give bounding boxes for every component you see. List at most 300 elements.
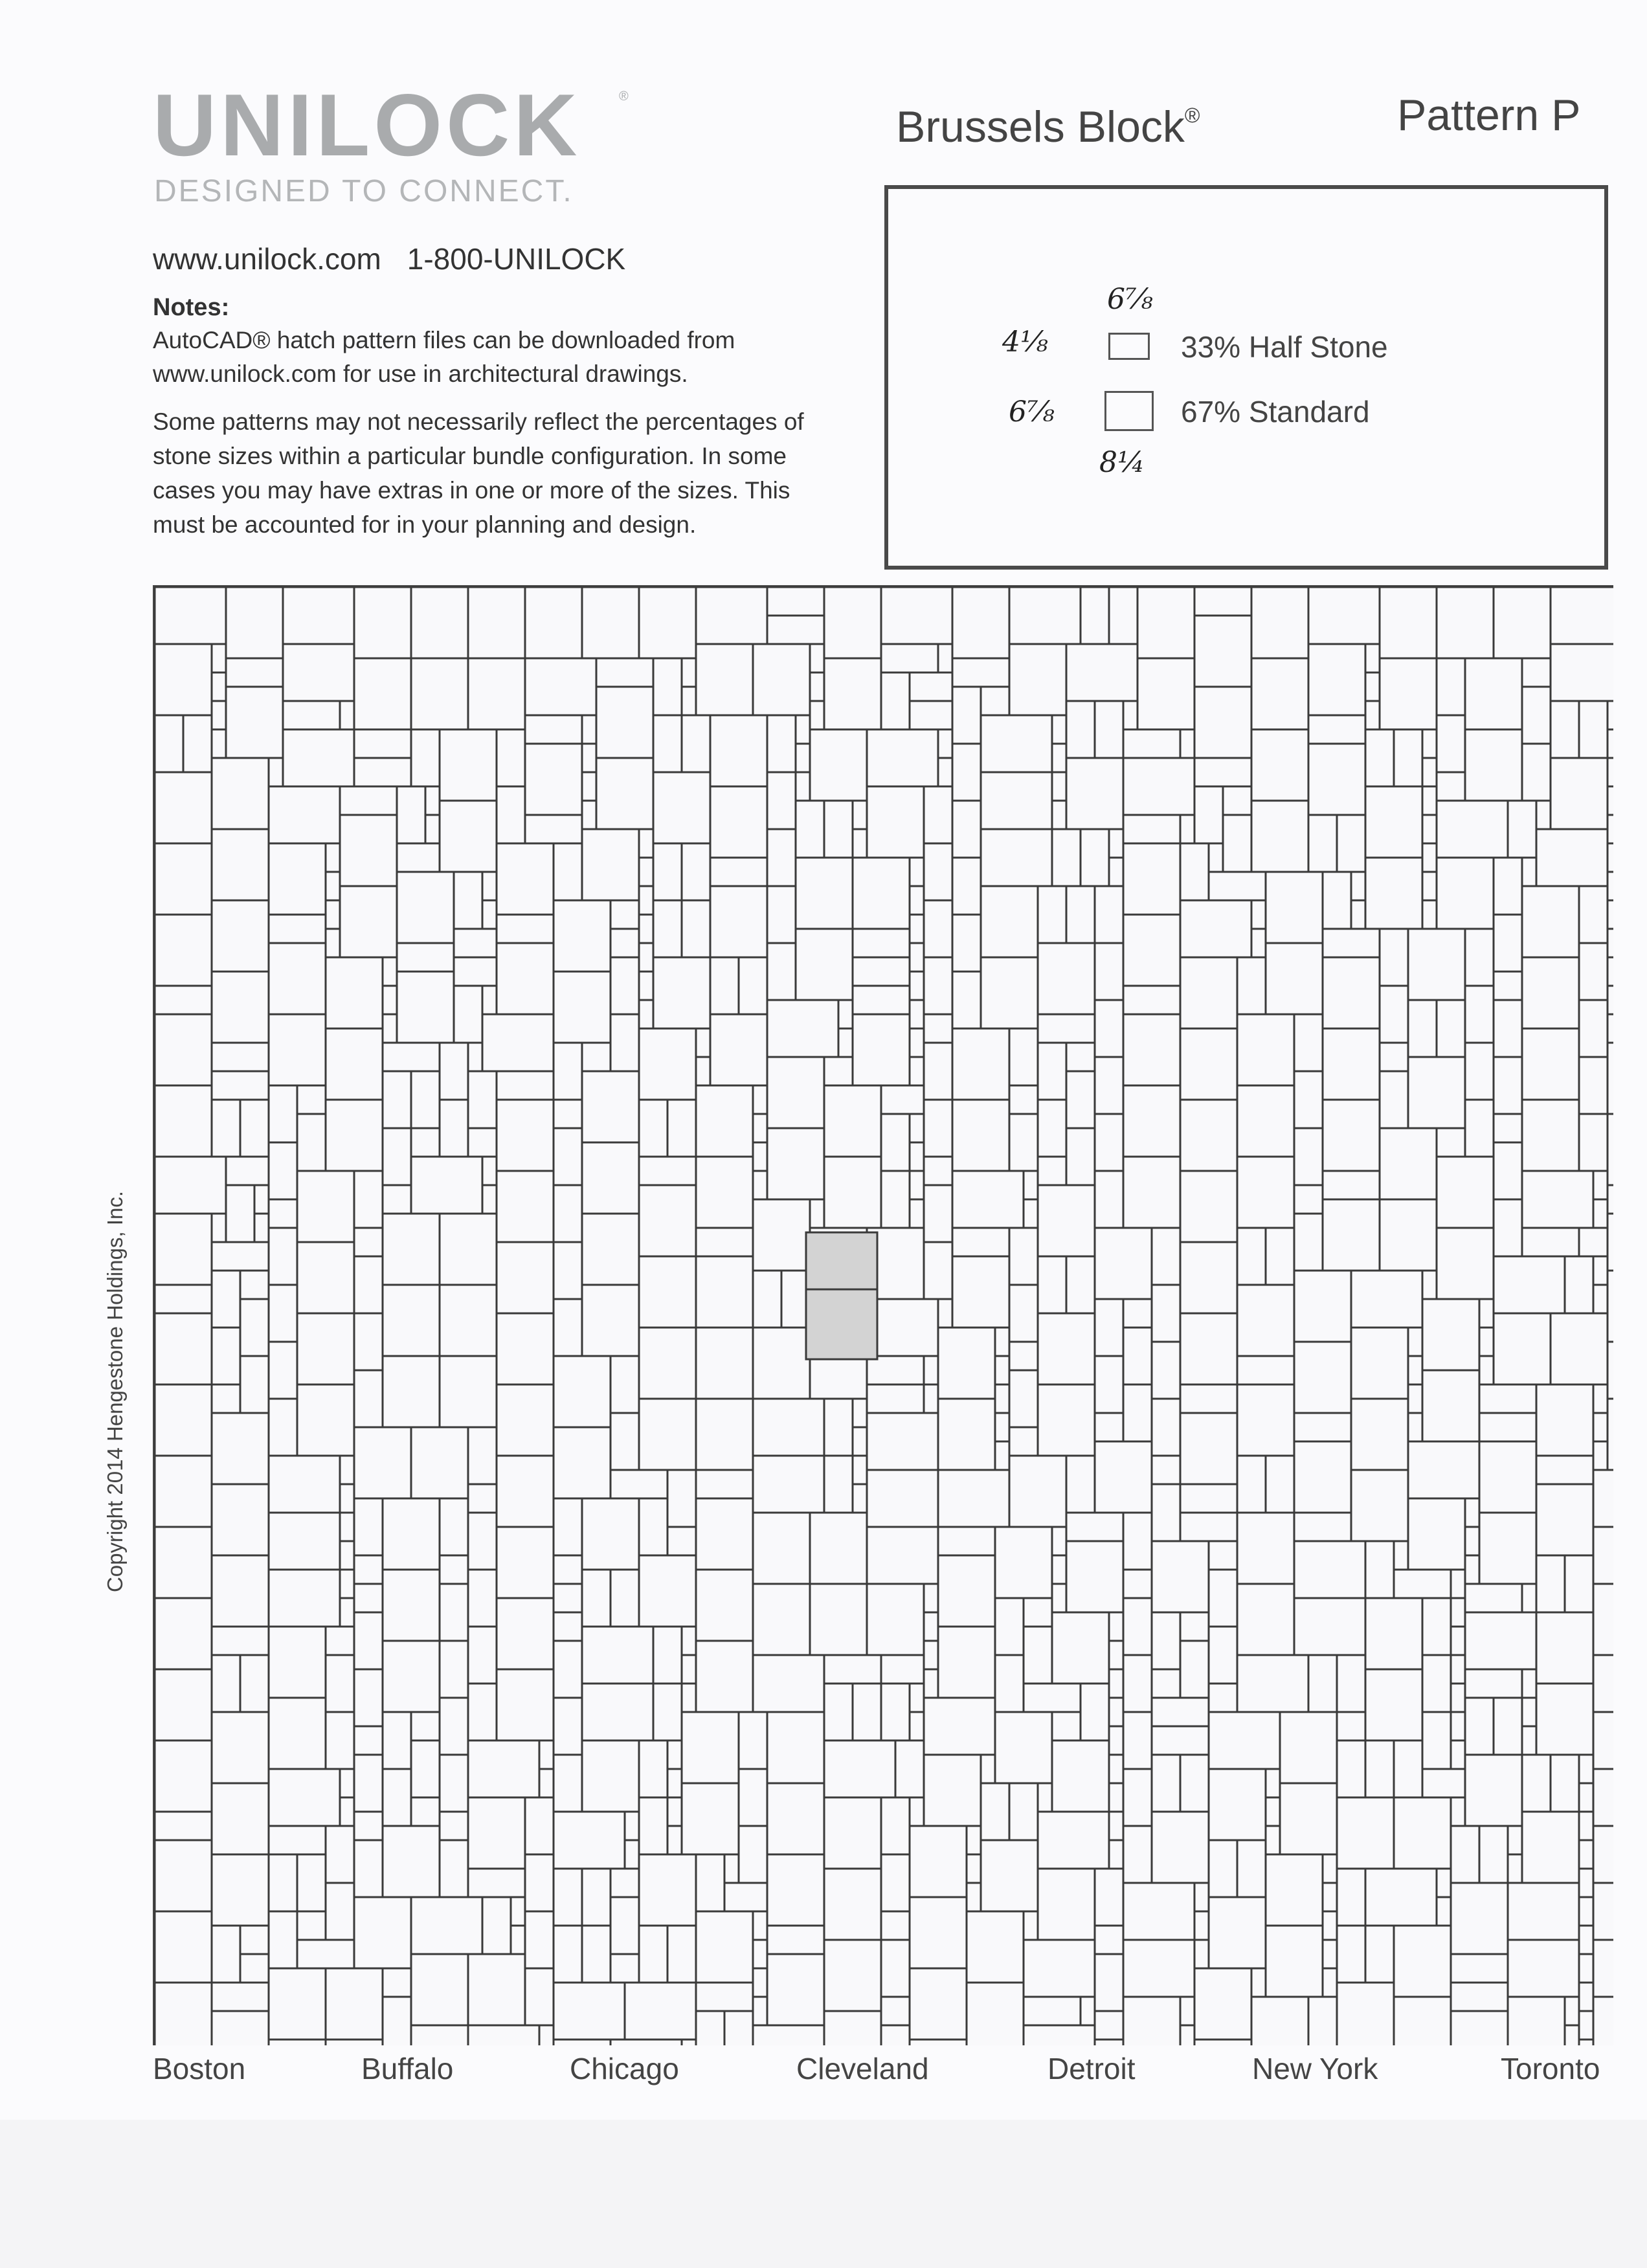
half-stone xyxy=(1565,1256,1593,1313)
half-stone xyxy=(639,829,653,858)
half-stone xyxy=(1123,1712,1152,1769)
standard-stone xyxy=(995,1712,1052,1783)
standard-stone xyxy=(753,1584,810,1655)
half-stone xyxy=(724,2011,753,2045)
half-stone xyxy=(653,658,682,715)
half-stone xyxy=(653,900,682,957)
standard-stone xyxy=(1308,644,1365,715)
half-stone xyxy=(482,1897,511,1954)
half-stone xyxy=(397,786,425,843)
half-stone xyxy=(283,701,340,729)
standard-stone xyxy=(1294,1541,1365,1598)
half-stone xyxy=(454,929,497,957)
half-stone xyxy=(667,1740,682,1769)
half-stone xyxy=(753,1085,767,1114)
notes-paragraph-autocad: AutoCAD® hatch pattern files can be downloaded from www.unilock.com for use in architectural drawings. xyxy=(153,327,735,387)
standard-stone xyxy=(1123,758,1194,815)
standard-stone xyxy=(767,1783,824,1854)
half-stone xyxy=(326,843,340,872)
half-stone xyxy=(739,1826,767,1883)
standard-stone xyxy=(924,1755,981,1826)
standard-stone xyxy=(1551,1313,1608,1384)
half-stone xyxy=(1180,1641,1209,1698)
half-stone xyxy=(952,744,981,801)
half-stone xyxy=(155,1812,212,1840)
half-stone xyxy=(1095,1000,1123,1057)
half-stone xyxy=(1209,872,1266,900)
standard-stone xyxy=(1437,1157,1494,1228)
half-stone xyxy=(1508,1826,1522,1854)
standard-stone xyxy=(1180,1171,1237,1242)
half-stone xyxy=(1365,1541,1394,1598)
half-stone xyxy=(1152,1698,1209,1726)
half-stone xyxy=(824,1399,853,1456)
half-stone xyxy=(554,1584,582,1612)
standard-stone xyxy=(696,1570,753,1641)
half-stone xyxy=(1109,1755,1123,1783)
half-stone xyxy=(1522,744,1551,801)
standard-stone xyxy=(1551,758,1608,829)
half-stone xyxy=(1294,1413,1351,1441)
half-stone xyxy=(1593,1171,1608,1199)
half-stone xyxy=(1437,772,1465,801)
half-stone xyxy=(1038,1014,1095,1043)
half-stone xyxy=(1422,1271,1437,1299)
half-stone xyxy=(810,1199,824,1228)
half-stone xyxy=(1052,829,1081,886)
half-stone xyxy=(910,858,924,886)
half-stone xyxy=(696,2011,724,2045)
half-stone xyxy=(1038,1100,1066,1157)
standard-stone xyxy=(952,1028,1009,1100)
half-stone xyxy=(625,1840,639,1869)
half-stone xyxy=(796,715,810,744)
standard-stone xyxy=(1251,801,1308,872)
half-stone xyxy=(1209,843,1223,872)
half-stone xyxy=(739,1769,767,1826)
standard-stone xyxy=(1237,1157,1294,1228)
half-stone xyxy=(440,1043,468,1100)
standard-stone xyxy=(767,1712,824,1783)
half-stone xyxy=(1024,1997,1081,2025)
half-stone xyxy=(924,1242,952,1299)
standard-stone xyxy=(383,1285,440,1356)
half-stone xyxy=(639,943,653,972)
product-registered-mark: ® xyxy=(1184,104,1200,127)
half-stone xyxy=(1038,1157,1066,1185)
standard-stone xyxy=(1536,1484,1593,1555)
half-stone xyxy=(1579,2040,1593,2045)
half-stone xyxy=(853,1684,881,1740)
half-stone xyxy=(1608,1014,1613,1043)
half-stone xyxy=(440,1641,468,1698)
half-stone xyxy=(867,1356,924,1384)
standard-stone xyxy=(938,1328,995,1399)
half-stone xyxy=(1593,1384,1608,1413)
half-stone xyxy=(767,1926,824,1954)
half-stone xyxy=(667,1100,696,1157)
standard-stone xyxy=(525,744,582,815)
half-stone xyxy=(226,1157,269,1185)
half-stone xyxy=(1152,1669,1180,1698)
standard-stone xyxy=(853,1014,910,1085)
standard-stone xyxy=(554,1812,625,1869)
half-stone xyxy=(1095,1299,1123,1356)
half-stone xyxy=(1095,1057,1123,1114)
half-stone xyxy=(924,1100,952,1157)
standard-stone xyxy=(525,587,582,658)
standard-stone xyxy=(824,1157,881,1228)
half-stone xyxy=(482,900,497,929)
half-stone xyxy=(1465,1555,1479,1584)
half-stone xyxy=(1408,1356,1422,1384)
standard-stone xyxy=(1152,1541,1209,1612)
half-stone xyxy=(1024,1911,1038,1940)
half-stone xyxy=(269,1826,326,1854)
standard-stone xyxy=(212,900,269,972)
standard-stone xyxy=(696,1641,753,1712)
pattern-title: Pattern P xyxy=(1397,91,1581,140)
half-stone xyxy=(1066,701,1095,758)
half-stone xyxy=(938,729,952,758)
standard-stone xyxy=(1479,1441,1536,1513)
standard-stone xyxy=(1266,1926,1323,1997)
half-stone xyxy=(468,1513,497,1570)
standard-stone xyxy=(212,829,269,900)
half-stone xyxy=(881,1797,910,1854)
standard-stone xyxy=(910,2040,967,2045)
half-stone xyxy=(440,1840,468,1897)
standard-stone xyxy=(1052,1612,1109,1684)
half-stone xyxy=(354,1228,383,1256)
handwritten-standard-width: 8¼ xyxy=(1099,446,1145,479)
half-stone xyxy=(1437,658,1465,715)
standard-stone xyxy=(212,1712,269,1783)
half-stone xyxy=(1209,1627,1237,1684)
half-stone xyxy=(881,1997,910,2025)
standard-stone xyxy=(1451,2011,1508,2045)
half-stone xyxy=(1508,801,1536,858)
standard-stone xyxy=(1137,658,1194,729)
half-stone xyxy=(1095,2040,1123,2045)
half-stone xyxy=(269,915,326,943)
standard-stone xyxy=(212,1555,269,1627)
half-stone xyxy=(212,1043,269,1071)
half-stone xyxy=(1152,1342,1180,1399)
half-stone xyxy=(497,915,554,943)
standard-stone xyxy=(326,1968,383,2040)
half-stone xyxy=(468,1484,497,1513)
half-stone xyxy=(1123,1655,1152,1712)
standard-stone xyxy=(1180,900,1251,957)
standard-stone xyxy=(824,658,881,729)
standard-stone xyxy=(554,1983,625,2040)
standard-stone xyxy=(753,1456,824,1513)
standard-stone xyxy=(639,1185,696,1256)
half-stone xyxy=(1337,1655,1365,1712)
half-stone xyxy=(1009,1342,1038,1370)
standard-stone xyxy=(269,1968,326,2040)
half-stone xyxy=(639,1100,667,1157)
half-stone xyxy=(796,744,810,772)
half-stone xyxy=(1323,1968,1337,1997)
half-stone xyxy=(682,658,696,687)
standard-stone xyxy=(1066,758,1123,829)
half-stone xyxy=(924,1384,938,1413)
standard-stone xyxy=(1465,1755,1522,1826)
half-stone xyxy=(1038,1783,1052,1812)
half-stone xyxy=(340,1797,354,1826)
half-stone xyxy=(924,843,952,900)
half-stone xyxy=(212,1926,240,1983)
half-stone xyxy=(1579,1926,1593,1954)
half-stone xyxy=(853,1399,867,1427)
half-stone xyxy=(739,1712,767,1769)
half-stone xyxy=(1109,1726,1123,1755)
standard-stone xyxy=(995,1527,1052,1598)
handwritten-standard-height: 6⅞ xyxy=(1009,395,1055,428)
half-stone xyxy=(468,1071,497,1128)
half-stone xyxy=(1565,1555,1593,1612)
half-stone xyxy=(1066,886,1095,943)
half-stone xyxy=(1180,1384,1237,1413)
standard-stone xyxy=(867,729,938,786)
half-stone xyxy=(824,1655,881,1684)
phone-text: 1-800-UNILOCK xyxy=(407,242,626,276)
standard-stone xyxy=(497,1313,554,1384)
half-stone xyxy=(1237,1228,1266,1285)
standard-stone xyxy=(1593,1584,1613,1655)
half-stone xyxy=(1152,1456,1180,1484)
standard-stone xyxy=(867,1413,938,1470)
half-stone xyxy=(269,1228,297,1285)
half-stone xyxy=(240,1100,269,1157)
standard-stone xyxy=(1266,1854,1323,1926)
half-stone xyxy=(1209,1541,1237,1570)
half-stone xyxy=(924,1641,938,1669)
half-stone xyxy=(611,1869,639,1897)
half-stone xyxy=(269,1911,297,1968)
half-stone xyxy=(667,1797,682,1826)
standard-stone xyxy=(1351,1470,1408,1541)
half-stone xyxy=(1237,957,1266,1014)
half-stone xyxy=(1536,1555,1565,1612)
half-stone xyxy=(269,1199,297,1228)
half-stone xyxy=(582,1926,611,1983)
half-stone xyxy=(539,2025,554,2045)
half-stone xyxy=(1494,1698,1522,1755)
half-stone xyxy=(1408,1413,1422,1441)
half-stone xyxy=(411,1712,440,1740)
half-stone xyxy=(1123,1299,1152,1328)
standard-stone xyxy=(1408,1498,1465,1570)
half-stone xyxy=(554,1299,582,1356)
standard-stone xyxy=(1337,1983,1394,2045)
half-stone xyxy=(411,1740,440,1797)
half-stone xyxy=(212,1071,269,1100)
standard-stone xyxy=(1209,1769,1266,1840)
half-stone xyxy=(1337,1712,1365,1740)
half-stone xyxy=(1437,1869,1451,1897)
standard-stone xyxy=(582,1285,639,1356)
standard-stone xyxy=(696,1399,753,1470)
half-stone xyxy=(1494,972,1522,1000)
half-stone xyxy=(383,1128,411,1185)
half-stone xyxy=(354,1840,383,1897)
half-stone xyxy=(682,715,710,772)
half-stone xyxy=(1365,701,1380,729)
half-stone xyxy=(1152,1726,1209,1755)
standard-stone xyxy=(554,1427,611,1498)
standard-stone xyxy=(1280,1712,1337,1783)
standard-stone xyxy=(383,1570,440,1641)
standard-stone xyxy=(212,2011,269,2045)
standard-stone xyxy=(1351,1328,1408,1399)
half-stone xyxy=(354,1669,383,1726)
standard-stone xyxy=(910,1897,967,1968)
half-stone xyxy=(525,715,582,744)
half-stone xyxy=(1593,1470,1613,1527)
half-stone xyxy=(1337,1869,1365,1926)
half-stone xyxy=(383,957,397,986)
half-stone xyxy=(653,1627,682,1684)
half-stone xyxy=(767,943,796,1000)
half-stone xyxy=(269,1285,297,1342)
half-stone xyxy=(1579,1057,1608,1114)
standard-stone xyxy=(554,2040,611,2045)
standard-stone xyxy=(1437,801,1508,858)
city-toronto: Toronto xyxy=(1501,2052,1600,2085)
half-stone xyxy=(952,687,981,744)
half-stone xyxy=(995,1655,1024,1712)
half-stone xyxy=(824,1684,853,1740)
half-stone xyxy=(212,1214,226,1242)
standard-stone xyxy=(967,1911,1024,1983)
product-title xyxy=(896,89,1200,153)
standard-stone xyxy=(924,1698,995,1755)
half-stone xyxy=(554,1926,582,1983)
half-stone xyxy=(1024,1627,1052,1684)
half-stone xyxy=(1038,886,1066,943)
half-stone xyxy=(1451,1712,1465,1740)
standard-stone xyxy=(269,1698,326,1769)
half-stone xyxy=(254,1214,269,1242)
half-stone xyxy=(383,1014,397,1043)
half-stone xyxy=(440,1812,468,1840)
half-stone xyxy=(838,1000,853,1028)
standard-stone xyxy=(155,1740,212,1812)
half-stone xyxy=(354,1755,383,1812)
half-stone xyxy=(1465,1100,1494,1157)
standard-stone xyxy=(497,1384,554,1456)
standard-stone xyxy=(696,644,753,715)
standard-stone xyxy=(155,1983,212,2045)
standard-stone xyxy=(1365,858,1422,929)
standard-stone xyxy=(1479,1513,1536,1584)
standard-stone xyxy=(1237,1285,1294,1356)
half-stone xyxy=(753,1171,767,1199)
half-stone xyxy=(824,1456,853,1513)
standard-stone xyxy=(710,786,767,858)
standard-stone xyxy=(653,957,710,1028)
half-stone xyxy=(340,1513,354,1541)
half-stone xyxy=(838,1028,853,1057)
standard-stone xyxy=(1123,1014,1180,1085)
standard-stone xyxy=(155,1456,212,1527)
half-stone xyxy=(497,729,525,786)
half-stone xyxy=(753,1997,767,2025)
half-stone xyxy=(1251,929,1266,957)
standard-stone xyxy=(525,658,596,715)
standard-stone xyxy=(981,886,1038,957)
half-stone xyxy=(1451,1983,1508,2011)
standard-stone xyxy=(1351,1399,1408,1470)
half-stone xyxy=(1579,1897,1593,1926)
half-stone xyxy=(1052,744,1066,772)
half-stone xyxy=(497,1071,554,1100)
half-stone xyxy=(952,801,981,858)
half-stone xyxy=(967,1883,981,1911)
half-stone xyxy=(554,843,582,900)
half-stone xyxy=(910,1199,924,1228)
half-stone xyxy=(1579,1983,1593,2011)
half-stone xyxy=(269,1142,297,1199)
half-stone xyxy=(269,1399,297,1456)
half-stone xyxy=(1579,701,1608,758)
half-stone xyxy=(1152,1755,1180,1812)
half-stone xyxy=(611,957,639,1014)
standard-stone xyxy=(1180,957,1237,1028)
half-stone xyxy=(696,1854,724,1911)
standard-stone xyxy=(212,1783,269,1854)
half-stone xyxy=(1052,801,1066,829)
standard-stone xyxy=(639,587,696,658)
city-boston: Boston xyxy=(153,2052,246,2085)
half-stone xyxy=(1109,829,1123,858)
half-stone xyxy=(1422,1769,1465,1797)
standard-stone xyxy=(1123,1085,1180,1157)
standard-stone xyxy=(269,1456,340,1513)
half-stone xyxy=(582,1043,611,1071)
standard-stone xyxy=(696,1911,753,1983)
half-stone xyxy=(910,1114,924,1142)
half-stone xyxy=(1251,1968,1266,1997)
standard-stone xyxy=(1009,644,1066,715)
standard-stone xyxy=(468,1740,539,1797)
half-stone xyxy=(1608,843,1613,872)
standard-stone xyxy=(554,1356,611,1427)
standard-stone xyxy=(1522,1028,1579,1100)
half-stone xyxy=(1123,1570,1152,1598)
standard-stone xyxy=(767,1057,824,1128)
half-stone xyxy=(1209,1684,1237,1712)
standard-stone xyxy=(1038,1313,1095,1384)
standard-stone xyxy=(468,658,525,729)
standard-stone xyxy=(497,1669,554,1740)
standard-stone xyxy=(155,1214,212,1285)
half-stone xyxy=(1422,729,1437,758)
standard-stone xyxy=(269,786,340,843)
half-stone xyxy=(1109,1783,1123,1812)
half-stone xyxy=(1109,1698,1123,1726)
half-stone xyxy=(1422,1712,1451,1769)
half-stone xyxy=(1465,1698,1494,1755)
half-stone xyxy=(682,1684,696,1712)
half-stone xyxy=(1579,1954,1593,1983)
half-stone xyxy=(383,1997,411,2045)
half-stone xyxy=(981,687,1009,715)
standard-stone xyxy=(1052,1740,1109,1812)
